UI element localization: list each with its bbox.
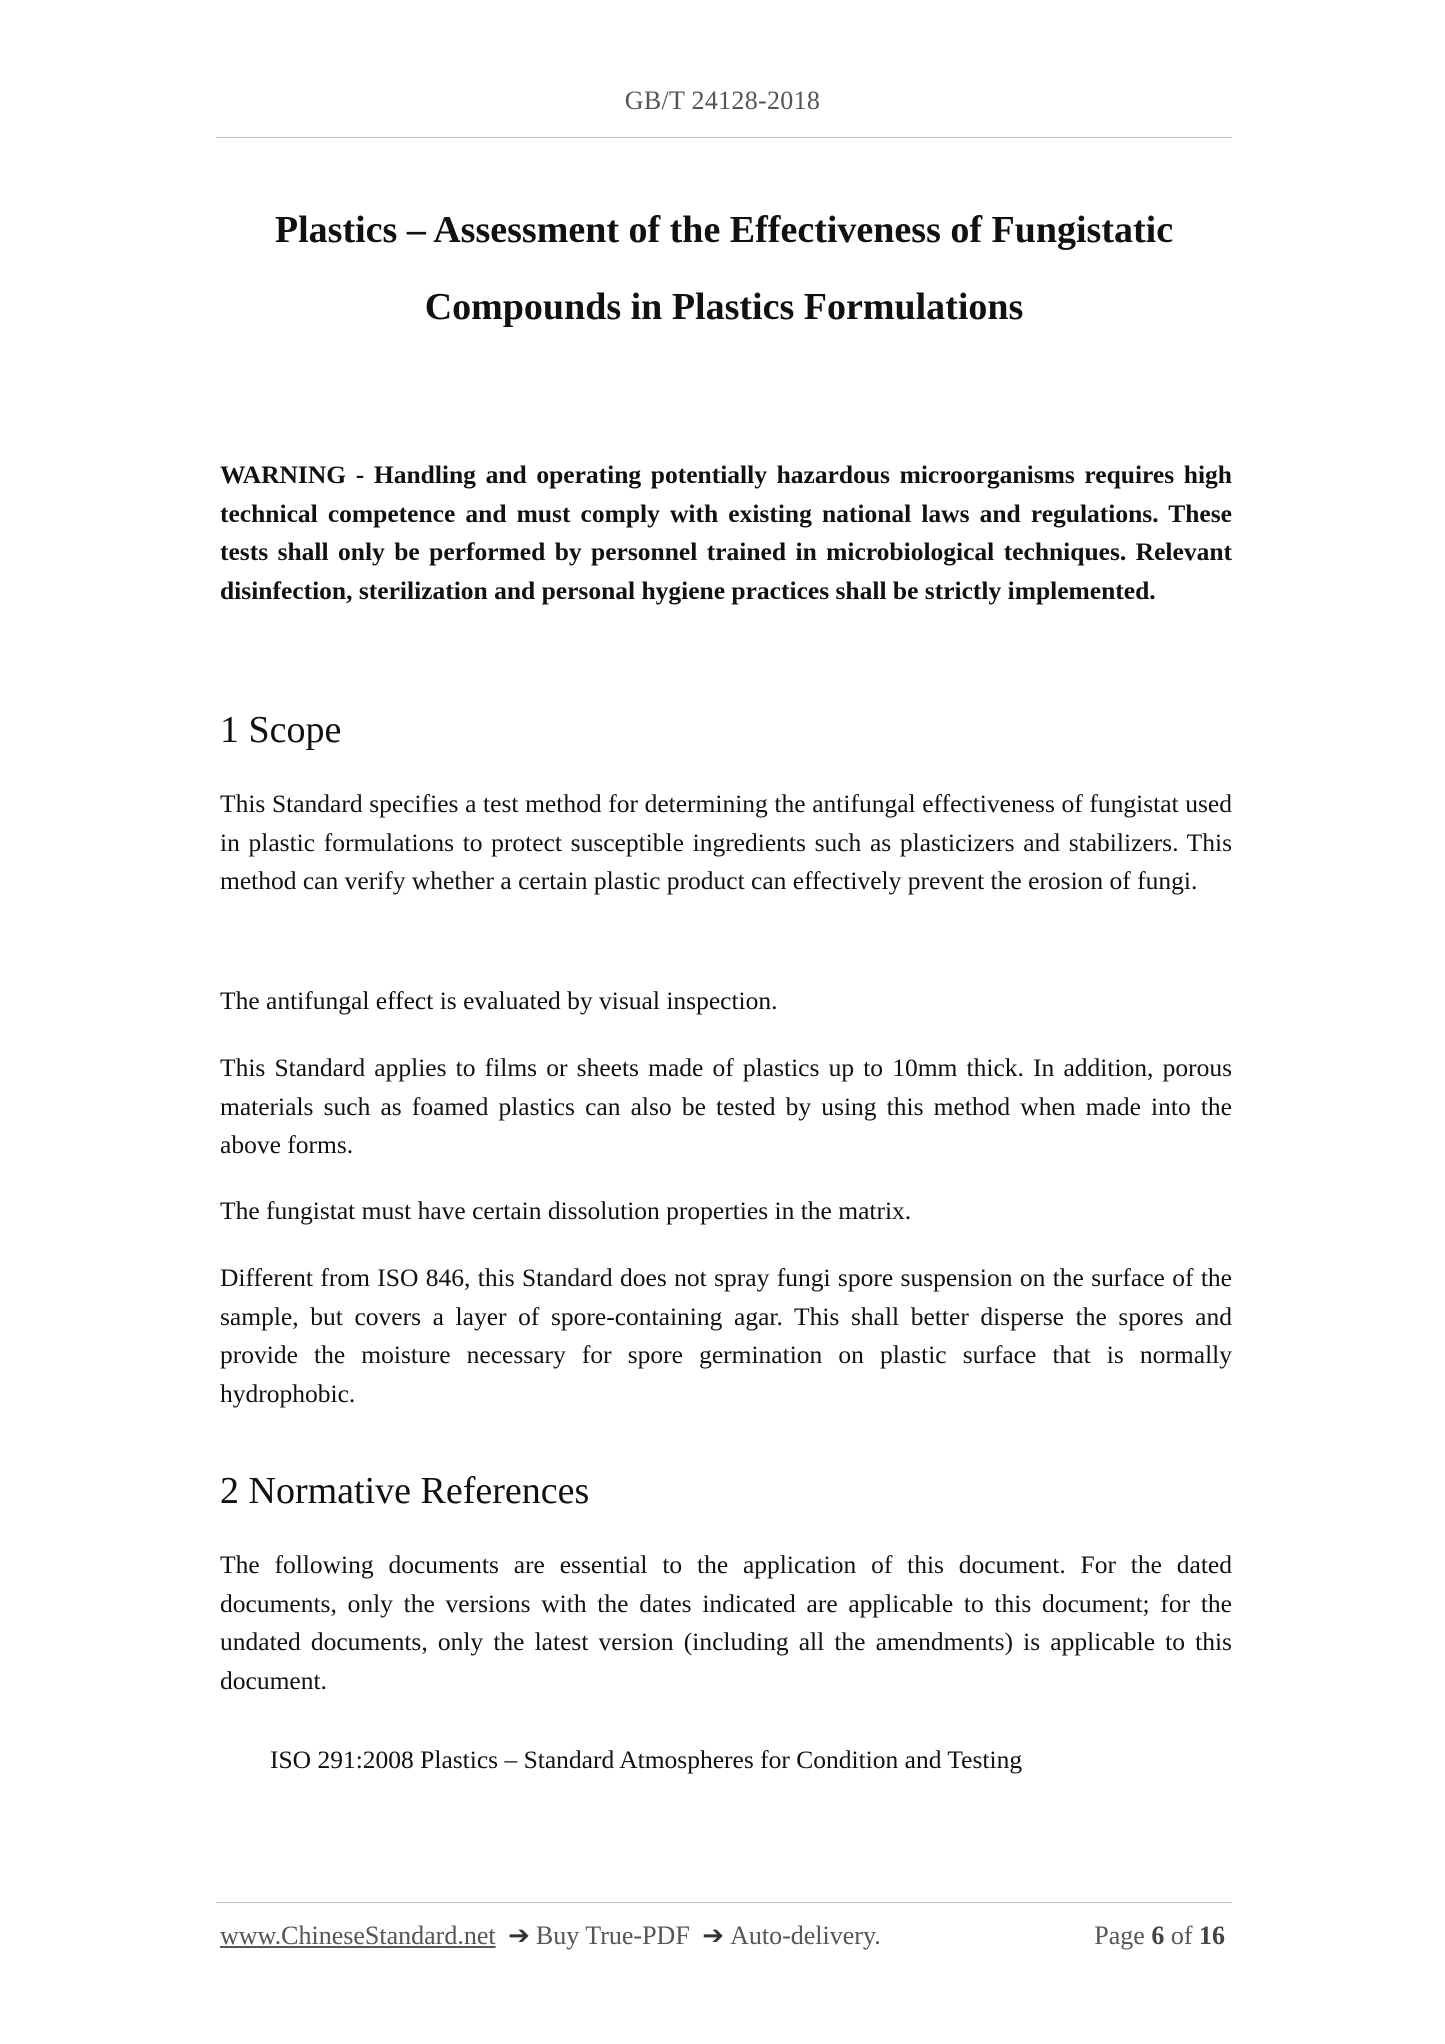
warning-paragraph: WARNING - Handling and operating potentially hazardous microorganisms requires high technical competence and must comply with existing national laws and regulations. These tests shall only be performed by personnel trained in microbiological techniques. Relevant disinfection, sterilization and personal hygiene practices shall be strictly implemented. xyxy=(220,460,1232,605)
document-title xyxy=(216,192,1232,346)
section-heading-scope: 1 Scope xyxy=(220,709,342,751)
scope-paragraph-5: Different from ISO 846, this Standard does not spray fungi spore suspension on the surface of the sample, but covers a layer of spore-containing agar. This shall better disperse the spores and provide the moisture necessary for spore germination on plastic surface that is normally hydrophobic. xyxy=(220,1263,1232,1408)
buy-true-pdf-text: Buy True-PDF xyxy=(535,1921,690,1950)
document-header: GB/T 24128-2018 xyxy=(624,86,821,115)
reference-item: ISO 291:2008 Plastics – Standard Atmospheres for Condition and Testing xyxy=(270,1745,1023,1774)
header-divider xyxy=(216,137,1232,138)
scope-paragraph-1: This Standard specifies a test method for determining the antifungal effectiveness of fungistat used in plastic formulations to protect susceptible ingredients such as plasticizers and stabilizers. This method can verify whether a certain plastic product can effectively prevent the erosion of fungi. xyxy=(220,789,1232,895)
site-link[interactable]: www.ChineseStandard.net xyxy=(220,1921,496,1950)
section-heading-normative-references: 2 Normative References xyxy=(220,1470,590,1512)
page-of-label: of xyxy=(1170,1921,1193,1950)
page-indicator xyxy=(1094,1921,1225,1951)
page-label: Page xyxy=(1094,1921,1145,1950)
auto-delivery-text: Auto-delivery. xyxy=(730,1921,881,1950)
title-line-1: Plastics – Assessment of the Effectiveness of Fungistatic xyxy=(274,209,1174,251)
scope-paragraph-2: The antifungal effect is evaluated by visual inspection. xyxy=(220,986,778,1015)
footer-promo xyxy=(220,1921,881,1951)
scope-paragraph-4: The fungistat must have certain dissolution properties in the matrix. xyxy=(220,1196,912,1225)
arrow-right-icon: ➔ xyxy=(702,1921,725,1950)
scope-paragraph-3: This Standard applies to films or sheets made of plastics up to 10mm thick. In addition, porous materials such as foamed plastics can also be tested by using this method when made into the above forms. xyxy=(220,1053,1232,1159)
page-total: 16 xyxy=(1199,1921,1225,1950)
normative-references-paragraph: The following documents are essential to the application of this document. For the dated documents, only the versions with the dates indicated are applicable to this document; for the undated documents, only the latest version (including all the amendments) is applicable to this document. xyxy=(220,1550,1232,1695)
footer-divider xyxy=(216,1902,1232,1903)
title-line-2: Compounds in Plastics Formulations xyxy=(424,286,1024,328)
arrow-right-icon: ➔ xyxy=(508,1921,530,1950)
page-current: 6 xyxy=(1151,1921,1165,1950)
